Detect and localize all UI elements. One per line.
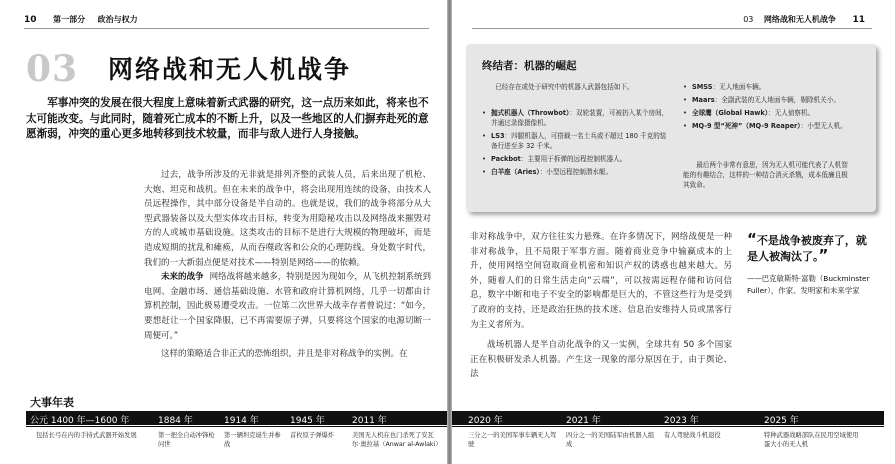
timeline-title: 大事年表 xyxy=(30,396,74,409)
timeline-year-1: 公元 1400 年—1600 年 xyxy=(30,416,130,426)
timeline-year-9: 2025 年 xyxy=(764,416,799,426)
running-head-right xyxy=(743,14,865,25)
header-rule-right xyxy=(472,28,872,29)
timeline-event-2: 第一把全自动冲锋枪问世 xyxy=(158,432,215,448)
chapter-title: 网络战和无人机战争 xyxy=(108,55,352,84)
right-body-text xyxy=(470,230,732,382)
right-page xyxy=(452,0,895,464)
timeline-rule-right xyxy=(452,426,884,427)
quote-attribution: ——巴克敏斯特·富勒（Buckminster Fuller），作家、发明家和未来学家 xyxy=(747,274,870,295)
list-item-name: Maars xyxy=(692,96,715,104)
page-number-right: 11 xyxy=(852,15,865,25)
left-paragraph-1: 过去，战争所涉及的无非就是排列齐整的武装人员，后来出现了机枪、大炮、坦克和战机。但在未来的战争中，将会出现用连续的设备，由技术人员远程操作，其中部分设备是半自动的。也就是说，我们的战争将部分从大型武器装备以及大型实体攻击目标，转变为用隐秘攻击以及网络战来摧毁对方的人或城市基础设施。这类攻击的目标不是进行大规模的物理破坏，而是造成短期的扰乱和瘫痪，从而吞噬政客和公众的心理防线。身处数字时代，我们的一大新弱点便是对技术——特别是网络——的依赖。 xyxy=(144,170,431,268)
chapter-number: 03 xyxy=(26,48,79,90)
robot-list-right xyxy=(683,82,855,134)
list-item-desc: ：全副武装的无人地面车辆，剔除机关小。 xyxy=(714,96,840,104)
quote-text: 不是战争被废弃了，就是人被淘汰了。 xyxy=(747,234,867,263)
timeline-event-8: 有人驾驶战斗机退役 xyxy=(664,432,721,439)
timeline-year-2: 1884 年 xyxy=(158,416,193,426)
pull-quote xyxy=(747,232,877,264)
list-item-name: 全球鹰（Global Hawk） xyxy=(692,109,769,117)
running-head-title-right: 网络战和无人机战争 xyxy=(763,15,836,24)
left-paragraph-3: 这样的策略适合非正式的恐怖组织，并且是非对称战争的实例。在 xyxy=(161,349,408,360)
timeline-year-8: 2023 年 xyxy=(664,416,699,426)
robot-list-left xyxy=(482,108,672,180)
list-item-name: Packbot xyxy=(491,155,521,163)
list-item-desc: ：小型远程控制潜水艇。 xyxy=(539,168,613,176)
list-item-name: 白羊座（Aries） xyxy=(491,168,540,176)
list-item xyxy=(482,154,672,164)
sidebar-box-title: 终结者：机器的崛起 xyxy=(482,60,577,72)
list-item xyxy=(683,121,855,131)
chapter-lead: 军事冲突的发展在很大程度上意味着新式武器的研究，这一点历来如此，将来也不太可能改变。与此同时，随着死亡成本的不断上升，以及一些地区的人们摒弃赴死的意愿渐弱，冲突的重心更多地转移到技术较量，而非与敌人进行人身接触。 xyxy=(26,97,429,140)
sidebar-box-intro: 已经存在或处于研究中的机器人武器包括如下。 xyxy=(495,83,634,91)
timeline-event-4: 首枚原子弹爆炸 xyxy=(290,432,335,439)
list-item xyxy=(683,108,855,118)
list-item xyxy=(482,167,672,177)
section-subheading: 未来的战争 xyxy=(161,272,204,283)
list-item-desc: ：小型无人机。 xyxy=(800,122,847,130)
timeline-event-1: 包括长弓在内的手持式武器开始发展 xyxy=(36,432,137,439)
quote-close-mark: ” xyxy=(818,246,829,264)
timeline-event-5: 美国无人机在也门杀死了安瓦尔·奥拉基（Anwar al-Awlaki） xyxy=(352,432,442,448)
running-head-left xyxy=(24,14,138,25)
list-item-name: MQ-9 型“死神”（MQ-9 Reaper） xyxy=(692,122,801,130)
list-item-name: 抛式机器人（Throwbot） xyxy=(491,109,570,117)
timeline-event-7: 四分之一的美国陆军由机器人组成 xyxy=(566,432,655,448)
running-head-title-left: 政治与权力 xyxy=(97,15,138,24)
right-paragraph-1: 非对称战争中，双方往往实力悬殊。在许多情况下，网络战便是一种非对称战争，且不局限于军事方面。随着商业竞争中输赢成本的上升，使用网络空间窃取商业机密和知识产权的诱惑也越来越大。另外，随着人们的日常生活走向“云端”，可以按需远程存储和访问信息，数字中断和电子不安全的影响都是巨大的，不管这些行为是受到了政府的支持，还是政治狂热的技术迷、信息治安维持人员或黑客行为主义者所为。 xyxy=(470,232,732,330)
list-item-desc: ：双轮装置，可被扔入某个房间，并通过录像摄像机。 xyxy=(491,109,669,127)
list-item xyxy=(482,108,672,128)
timeline-rule-left xyxy=(26,426,447,427)
list-item-name: LS3 xyxy=(491,132,505,140)
page-number-left: 10 xyxy=(24,15,37,25)
timeline-event-6: 三分之一的美国军事车辆无人驾驶 xyxy=(468,432,557,448)
list-item-desc: ：四腿机器人，可搭载一名士兵或不超过 180 千克的装备行进至多 32 千米。 xyxy=(491,132,667,150)
timeline-year-7: 2021 年 xyxy=(566,416,601,426)
timeline-year-4: 1945 年 xyxy=(290,416,325,426)
running-head-part: 第一部分 xyxy=(53,15,86,24)
list-item xyxy=(683,82,855,92)
list-item-desc: ：无人地面车辆。 xyxy=(712,83,766,91)
timeline-event-9: 特种武器战略部队在民用空域使用蛋大小的无人机 xyxy=(764,432,859,448)
sidebar-box-note: 最后两个非常有意思，因为无人机可能代表了人机智能的有趣结合，这样的一种结合消灭杀戮，成本低廉且极其致命。 xyxy=(683,161,848,189)
right-paragraph-2: 战场机器人是半自动化战争的又一实例，全球共有 50 多个国家正在积极研发杀人机器。产生这一现象的部分原因在于，由于舆论、法 xyxy=(470,340,732,380)
left-page xyxy=(0,0,447,464)
running-head-num: 03 xyxy=(743,15,754,24)
quote-open-mark: “ xyxy=(747,230,757,248)
timeline-year-5: 2011 年 xyxy=(352,416,387,426)
timeline-year-3: 1914 年 xyxy=(224,416,259,426)
list-item-desc: ：无人侦察机。 xyxy=(768,109,815,117)
timeline-year-6: 2020 年 xyxy=(468,416,503,426)
timeline-event-3: 第一辆坦克诞生并参战 xyxy=(224,432,281,448)
list-item-desc: ：主要用于拆弹的远程控制机器人。 xyxy=(520,155,627,163)
list-item-name: SMSS xyxy=(692,83,713,91)
list-item xyxy=(683,95,855,105)
left-paragraph-2 xyxy=(144,270,431,343)
list-item xyxy=(482,131,672,151)
left-body-text xyxy=(144,168,431,362)
left-paragraph-2-text: 网络战将越来越多，特别是因为现如今，从飞机控制系统到电网、金融市场、通信基础设施、水管和政府计算机网络，几乎一切都由计算机控制，因此极易遭受攻击。一位第二次世界大战幸存者曾说过：“如今，要想赶让一个国家降服，已不再需要原子弹，只要将这个国家的电源切断一周便可。” xyxy=(144,272,431,341)
header-rule-left xyxy=(24,28,429,29)
